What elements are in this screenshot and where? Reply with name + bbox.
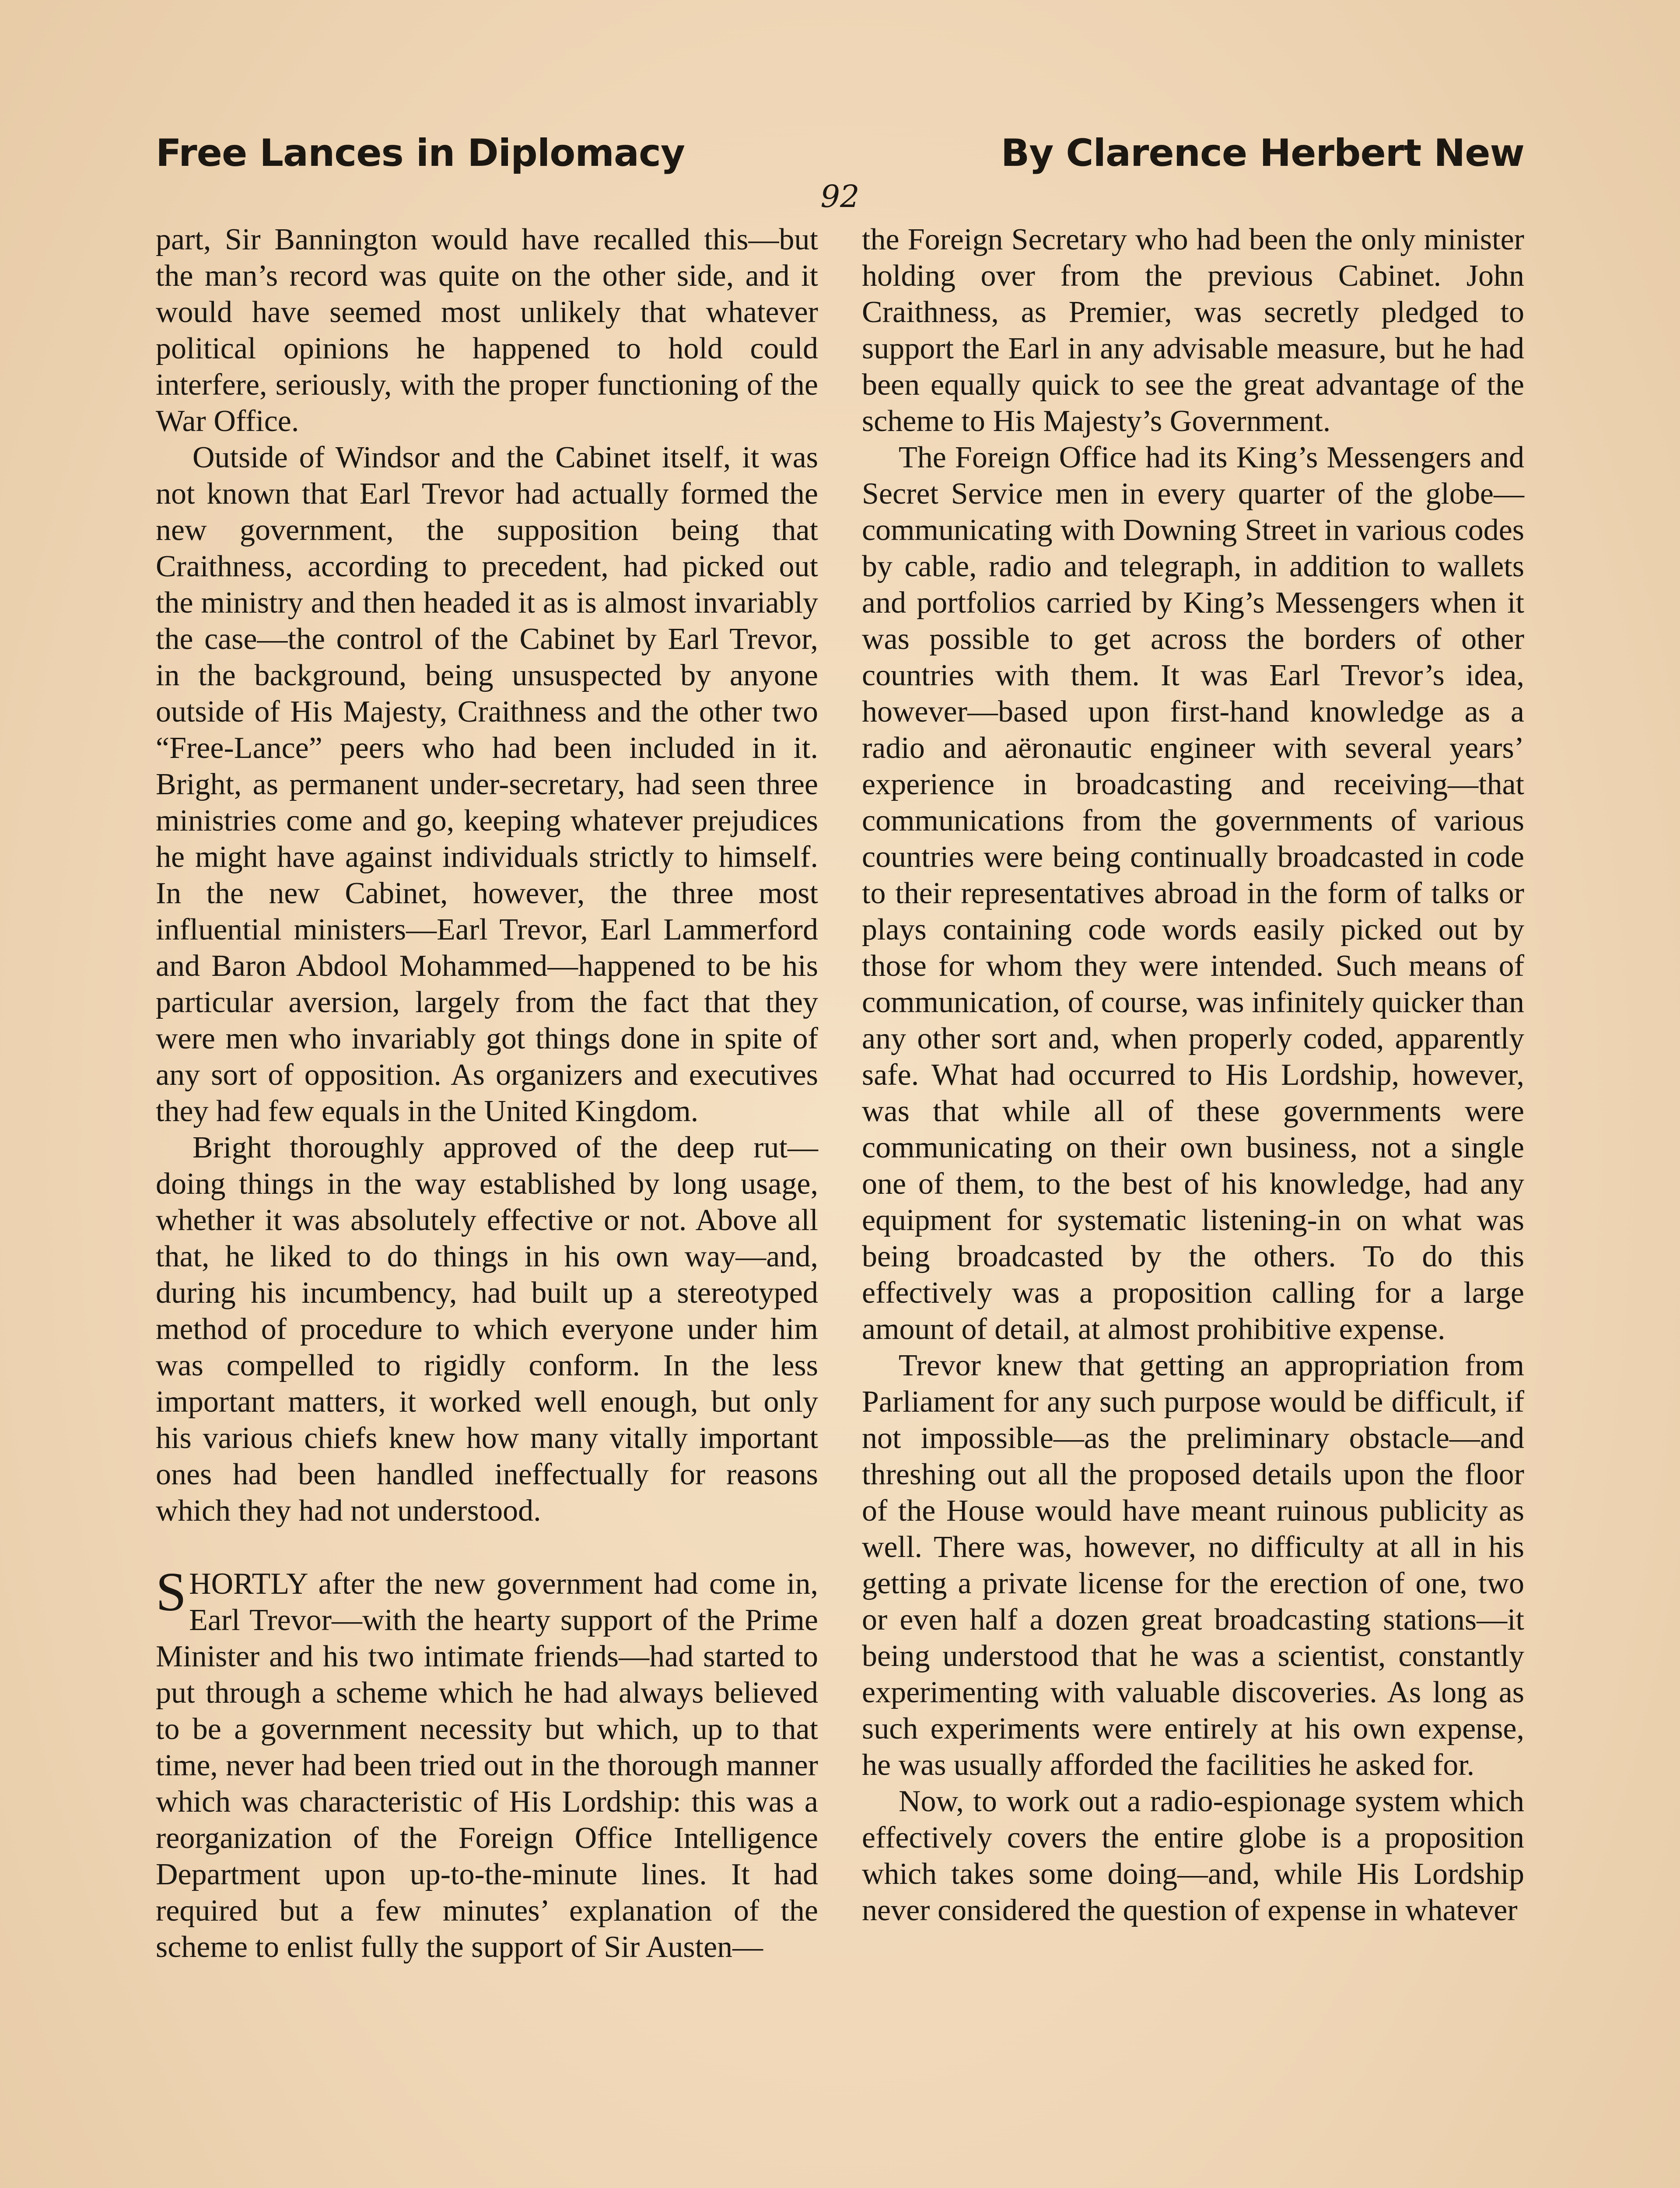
running-title: Free Lances in Diplomacy (156, 131, 685, 175)
running-author: By Clarence Herbert New (1001, 131, 1524, 175)
right-column (862, 221, 1524, 1929)
drop-cap: S (156, 1562, 187, 1623)
paragraph: Now, to work out a radio-espionage system which effectively covers the entire globe is a proposition which takes some doing—and, while His Lordship never considered the question of expense in whatever (862, 1785, 1524, 1927)
section-paragraph-text: HORTLY after the new government had come in, Earl Trevor—with the hearty support of the Prime Minister and his two intimate friends—had started to put through a scheme which he had always believed to be a government necessity but which, up to that time, never had been tried out in the thorough manner which was characteristic of His Lordship: this was a reorganization of the Foreign Office Intelligence Department upon up-to-the-minute lines. It had required but a few minutes’ explanation of the scheme to enlist fully the support of Sir Austen— (156, 1567, 818, 1964)
paragraph: Outside of Windsor and the Cabinet itself, it was not known that Earl Trevor had actually formed the new government, the supposition being that Craithness, according to precedent, had picked out the ministry and then headed it as is almost invariably the case—the control of the Cabinet by Earl Trevor, in the background, being unsuspected by anyone outside of His Majesty, Craithness and the other two “Free-Lance” peers who had been included in it. Bright, as permanent under-secretary, had seen three ministries come and go, keeping whatever prejudices he might have against individuals strictly to himself. In the new Cabinet, however, the three most influential ministers—Earl Trevor, Earl Lammerford and Baron Abdool Mohammed—happened to be his particular aversion, largely from the fact that they were men who invariably got things done in spite of any sort of opposition. As organizers and executives they had few equals in the United Kingdom. (156, 441, 818, 1128)
left-column (156, 221, 818, 1965)
paragraph: part, Sir Bannington would have recalled this—but the man’s record was quite on the other side, and it would have seemed most unlikely that whatever political opinions he happened to hold could interfere, seriously, with the proper functioning of the War Office. (156, 223, 818, 438)
section-paragraph (156, 1562, 818, 1965)
paragraph: Bright thoroughly approved of the deep rut—doing things in the way established by long usage, whether it was absolutely effective or not. Above all that, he liked to do things in his own way—and, during his incumbency, had built up a stereotyped method of procedure to which everyone under him was compelled to rigidly conform. In the less important matters, it worked well enough, but only his various chiefs knew how many vitally important ones had been handled ineffectually for reasons which they had not understood. (156, 1131, 818, 1528)
paragraph: The Foreign Office had its King’s Messengers and Secret Service men in every quarter of the globe—communicating with Downing Street in various codes by cable, radio and telegraph, in addition to wallets and portfolios carried by King’s Messengers when it was possible to get across the borders of other countries with them. It was Earl Trevor’s idea, however—based upon first-hand knowledge as a radio and aëronautic engineer with several years’ experience in broadcasting and receiving—that communications from the governments of various countries were being continually broadcasted in code to their representatives abroad in the form of talks or plays containing code words easily picked out by those for whom they were intended. Such means of communication, of course, was infinitely quicker than any other sort and, when properly coded, apparently safe. What had occurred to His Lordship, however, was that while all of these governments were communicating on their own business, not a single one of them, to the best of his knowledge, had any equipment for systematic listening-in on what was being broadcasted by the others. To do this effectively was a proposition calling for a large amount of detail, at almost prohibitive expense. (862, 441, 1524, 1346)
page-number: 92 (820, 179, 860, 214)
paragraph: the Foreign Secretary who had been the only minister holding over from the previous Cabinet. John Craithness, as Premier, was secretly pledged to support the Earl in any advisable measure, but he had been equally quick to see the great advantage of the scheme to His Majesty’s Government. (862, 223, 1524, 438)
paragraph: Trevor knew that getting an appropriation from Parliament for any such purpose would be difficult, if not impossible—as the preliminary obstacle—and threshing out all the proposed details upon the floor of the House would have meant ruinous publicity as well. There was, however, no difficulty at all in his getting a private license for the erection of one, two or even half a dozen great broadcasting stations—it being understood that he was a scientist, constantly experimenting with valuable discoveries. As long as such experiments were entirely at his own expense, he was usually afforded the facilities he asked for. (862, 1349, 1524, 1782)
